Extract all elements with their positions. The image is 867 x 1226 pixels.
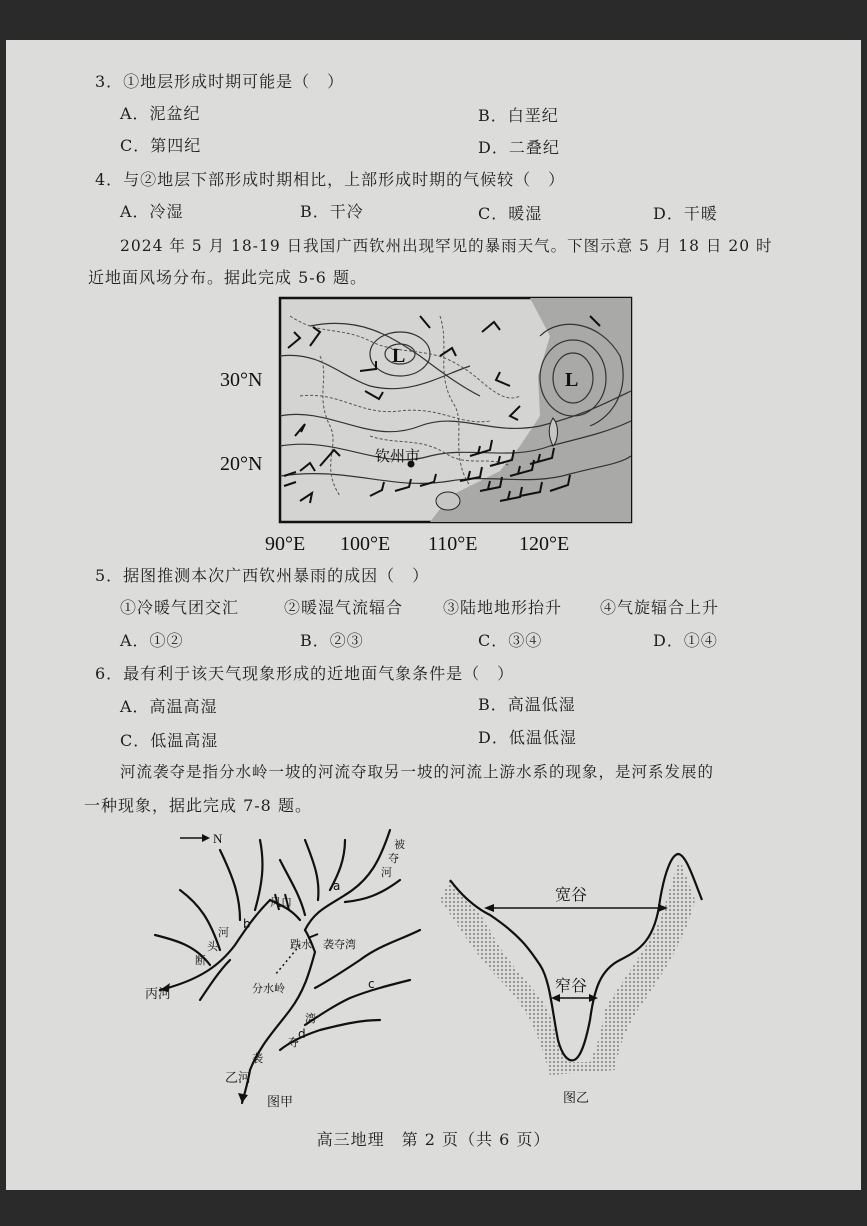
lon-label-110: 110°E — [428, 533, 478, 555]
label-river-yi: 乙河 — [225, 1071, 252, 1086]
label-dieshui: 跌水 — [290, 938, 312, 951]
lon-label-90: 90°E — [265, 533, 306, 555]
q3-option-a: A．泥盆纪 — [120, 104, 201, 123]
q6-option-d: D．低温低湿 — [478, 728, 577, 747]
intro-7-8-line2: 一种现象，据此完成 7-8 题。 — [84, 796, 312, 815]
north-arrow-head — [202, 834, 210, 842]
q3-stem: 3．①地层形成时期可能是（ ） — [95, 72, 345, 91]
q3-option-d: D．二叠纪 — [478, 138, 560, 157]
label-he: 河 — [381, 866, 392, 879]
q4-option-c: C．暖湿 — [478, 204, 543, 223]
label-river-bing: 丙河 — [145, 987, 172, 1002]
label-xiduowan: 袭夺湾 — [323, 938, 356, 951]
label-wan: 湾 — [305, 1012, 316, 1025]
q5-option-a: A．①② — [120, 631, 184, 650]
label-b: b — [243, 917, 251, 931]
label-wide-valley: 宽谷 — [555, 885, 588, 904]
figure-yi — [440, 840, 720, 1110]
q5-statement-1: ①冷暖气团交汇 — [120, 598, 240, 617]
river-yi-arrow — [238, 1093, 248, 1103]
label-fenshuiling: 分水岭 — [252, 982, 285, 995]
qinzhou-label: 钦州市 — [375, 447, 421, 465]
figure-jia — [140, 820, 440, 1110]
q4-stem: 4．与②地层下部形成时期相比，上部形成时期的气候较（ ） — [95, 170, 566, 189]
intro-7-8-line1: 河流袭夺是指分水岭一坡的河流夺取另一坡的河流上游水系的现象，是河系发展的 — [120, 763, 715, 781]
q4-option-d: D．干暖 — [653, 204, 718, 223]
hainan-island — [436, 492, 460, 510]
q4-option-a: A．冷湿 — [120, 202, 184, 221]
q6-stem: 6．最有利于该天气现象形成的近地面气象条件是（ ） — [95, 664, 515, 683]
label-c: c — [368, 977, 375, 991]
lat-label-20: 20°N — [220, 453, 263, 475]
label-fengkou: 风口 — [270, 896, 292, 909]
q5-statement-2: ②暖湿气流辐合 — [284, 598, 404, 617]
label-he-left: 河 — [218, 926, 229, 939]
q6-option-c: C．低温高湿 — [120, 731, 219, 750]
weather-map — [220, 296, 640, 556]
q5-stem: 5．据图推测本次广西钦州暴雨的成因（ ） — [95, 566, 430, 585]
q6-option-b: B．高温低湿 — [478, 695, 576, 714]
q5-statement-4: ④气旋辐合上升 — [600, 598, 720, 617]
north-label: N — [213, 831, 223, 846]
low-pressure-label-west: L — [392, 345, 406, 367]
q5-option-b: B．②③ — [300, 631, 364, 650]
label-duo-bottom: 夺 — [288, 1036, 299, 1049]
label-bei: 被 — [394, 838, 405, 851]
q4-option-b: B．干冷 — [300, 202, 364, 221]
q3-option-b: B．白垩纪 — [478, 106, 559, 125]
low-pressure-label-east: L — [565, 369, 579, 391]
caption-fig-jia: 图甲 — [267, 1095, 294, 1110]
caption-fig-yi: 图乙 — [563, 1091, 590, 1106]
q5-option-c: C．③④ — [478, 631, 543, 650]
lat-label-30: 30°N — [220, 369, 263, 391]
label-d: d — [298, 1027, 306, 1041]
page-footer: 高三地理 第 2 页（共 6 页） — [316, 1130, 551, 1149]
label-xi: 袭 — [252, 1052, 263, 1065]
intro-5-6-line1: 2024 年 5 月 18-19 日我国广西钦州出现罕见的暴雨天气。下图示意 5 月 18 日 20 时 — [120, 237, 773, 255]
lon-label-100: 100°E — [340, 533, 391, 555]
label-duan: 断 — [195, 954, 206, 967]
label-narrow-valley: 窄谷 — [555, 976, 588, 995]
q6-option-a: A．高温高湿 — [120, 697, 218, 716]
q3-option-c: C．第四纪 — [120, 136, 202, 155]
label-a: a — [333, 879, 341, 893]
q5-statement-3: ③陆地地形抬升 — [443, 598, 563, 617]
label-duo: 夺 — [388, 852, 399, 865]
q5-option-d: D．①④ — [653, 631, 718, 650]
label-tou: 头 — [207, 940, 218, 953]
lon-label-120: 120°E — [519, 533, 570, 555]
intro-5-6-line2: 近地面风场分布。据此完成 5-6 题。 — [88, 268, 367, 287]
